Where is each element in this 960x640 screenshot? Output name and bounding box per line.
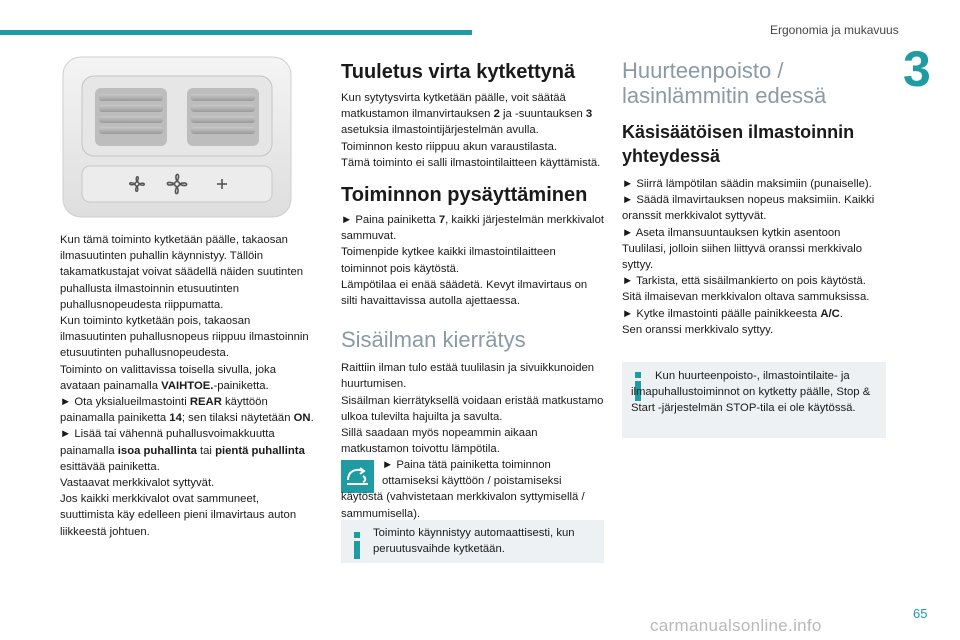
paragraph: Kun tämä toiminto kytketään päälle, takaosan ilmasuutinten puhallin käynnistyy. Tällöin takamatkustajat voivat säädellä näiden suutinten puhallusta ilmastoinnin etusuutinten puhallusnopeudesta riippumatta. xyxy=(60,234,304,311)
step: ► Aseta ilmansuuntauksen kytkin asentoon Tuulilasi, jolloin siihen liittyvä oranssi merkkivalo syttyy. xyxy=(622,226,863,272)
info-text: Kun huurteenpoisto-, ilmastointilaite- ja ilmapuhallustoiminnot on kytketty päälle, Stop & Start -järjestelmän STOP-tila ei ole käytössä. xyxy=(631,370,871,415)
watermark: carmanualsonline.info xyxy=(650,616,822,635)
paragraph: käytöstä (vahvistetaan merkkivalon syttymisellä / sammumisella). xyxy=(341,491,585,520)
step: ► Kytke ilmastointi päälle painikkeesta A/C. xyxy=(622,307,843,320)
chapter-number: 3 xyxy=(903,41,931,97)
heading-ventilation: Tuuletus virta kytkettynä xyxy=(341,61,576,83)
info-icon xyxy=(353,532,361,559)
paragraph: Lämpötilaa ei enää säädetä. Kevyt ilmavirtaus on silti havaittavissa autolla ajettaessa. xyxy=(341,278,588,308)
paragraph: Toiminnon kesto riippuu akun varaustilasta. xyxy=(341,140,558,153)
recirc-instruction xyxy=(341,457,604,523)
paragraph: ► Ota yksialueilmastointi REAR käyttöön painamalla painiketta 14; sen tilaksi näytetään ON. xyxy=(60,396,314,425)
paragraph: Kun sytytysvirta kytketään päälle, voit säätää matkustamon ilmanvirtauksen 2 ja -suuntauksen 3 asetuksia ilmastointijärjestelmän avulla. xyxy=(341,92,593,137)
paragraph: Toiminto on valittavissa toisella sivulla, joka avataan painamalla VAIHTOE.-painiketta. xyxy=(60,363,276,392)
heading-manual-ac: Käsisäätöisen ilmastoinnin yhteydessä xyxy=(622,122,855,166)
paragraph: ► Lisää tai vähennä puhallusvoimakkuutta painamalla isoa puhallinta tai pientä puhallinta esittävää painiketta. xyxy=(60,428,305,473)
paragraph: ► Paina tätä painiketta toiminnon xyxy=(382,459,551,472)
heading-stop-function: Toiminnon pysäyttäminen xyxy=(341,184,588,207)
paragraph: Vastaavat merkkivalot syttyvät. xyxy=(60,477,215,490)
left-column-text xyxy=(60,232,315,540)
section-title: Ergonomia ja mukavuus xyxy=(770,23,899,37)
rear-vent-control-panel-image xyxy=(57,54,297,219)
right-column xyxy=(622,58,886,338)
paragraph: Sillä saadaan myös nopeammin aikaan matkustamon toivottu lämpötila. xyxy=(341,427,538,456)
paragraph: Sisäilman kierrätyksellä voidaan eristää matkustamo ulkoa tulevilta hajuilta ja savulta. xyxy=(341,394,604,423)
info-box-reverse-gear xyxy=(341,520,604,563)
page-number: 65 xyxy=(913,606,928,621)
step: ► Siirrä lämpötilan säädin maksimiin (punaiselle). xyxy=(622,178,872,190)
left-vent-slats xyxy=(95,88,167,146)
heading-recirculation: Sisäilman kierrätys xyxy=(341,327,526,353)
paragraph: Raittiin ilman tulo estää tuulilasin ja sivuikkunoiden huurtumisen. xyxy=(341,362,595,391)
step: ► Säädä ilmavirtauksen nopeus maksimiin. Kaikki oranssit merkkivalot syttyvät. xyxy=(622,194,875,223)
paragraph: Kun toiminto kytketään pois, takaosan ilmasuutinten puhallusnopeus riippuu ilmastoinnin etusuutinten puhallusnopeudesta. xyxy=(60,315,309,360)
paragraph: Toimenpide kytkee kaikki ilmastointilaitteen toiminnot pois käytöstä. xyxy=(341,246,556,275)
paragraph: Jos kaikki merkkivalot ovat sammuneet, suuttimista käy edelleen pieni ilmavirtaus auton liikkeestä johtuen. xyxy=(60,493,297,538)
header-accent-bar xyxy=(0,30,472,35)
heading-defrost: Huurteenpoisto / lasinlämmitin edessä xyxy=(622,58,827,108)
step: Sen oranssi merkkivalo syttyy. xyxy=(622,323,774,336)
info-text: Toiminto käynnistyy automaattisesti, kun peruutusvaihde kytketään. xyxy=(373,527,575,556)
paragraph: ► Paina painiketta 7, kaikki järjestelmän merkkivalot sammuvat. xyxy=(341,214,604,243)
middle-column xyxy=(341,60,604,523)
paragraph: Tämä toiminto ei salli ilmastointilaitteen käyttämistä. xyxy=(341,156,601,169)
right-vent-slats xyxy=(187,88,259,146)
info-box-stop-start xyxy=(622,362,886,438)
paragraph: ottamiseksi käyttöön / poistamiseksi xyxy=(382,475,562,488)
step: ► Tarkista, että sisäilmankierto on pois käytöstä. Sitä ilmaisevan merkkivalon oltava sammuksissa. xyxy=(622,275,870,304)
